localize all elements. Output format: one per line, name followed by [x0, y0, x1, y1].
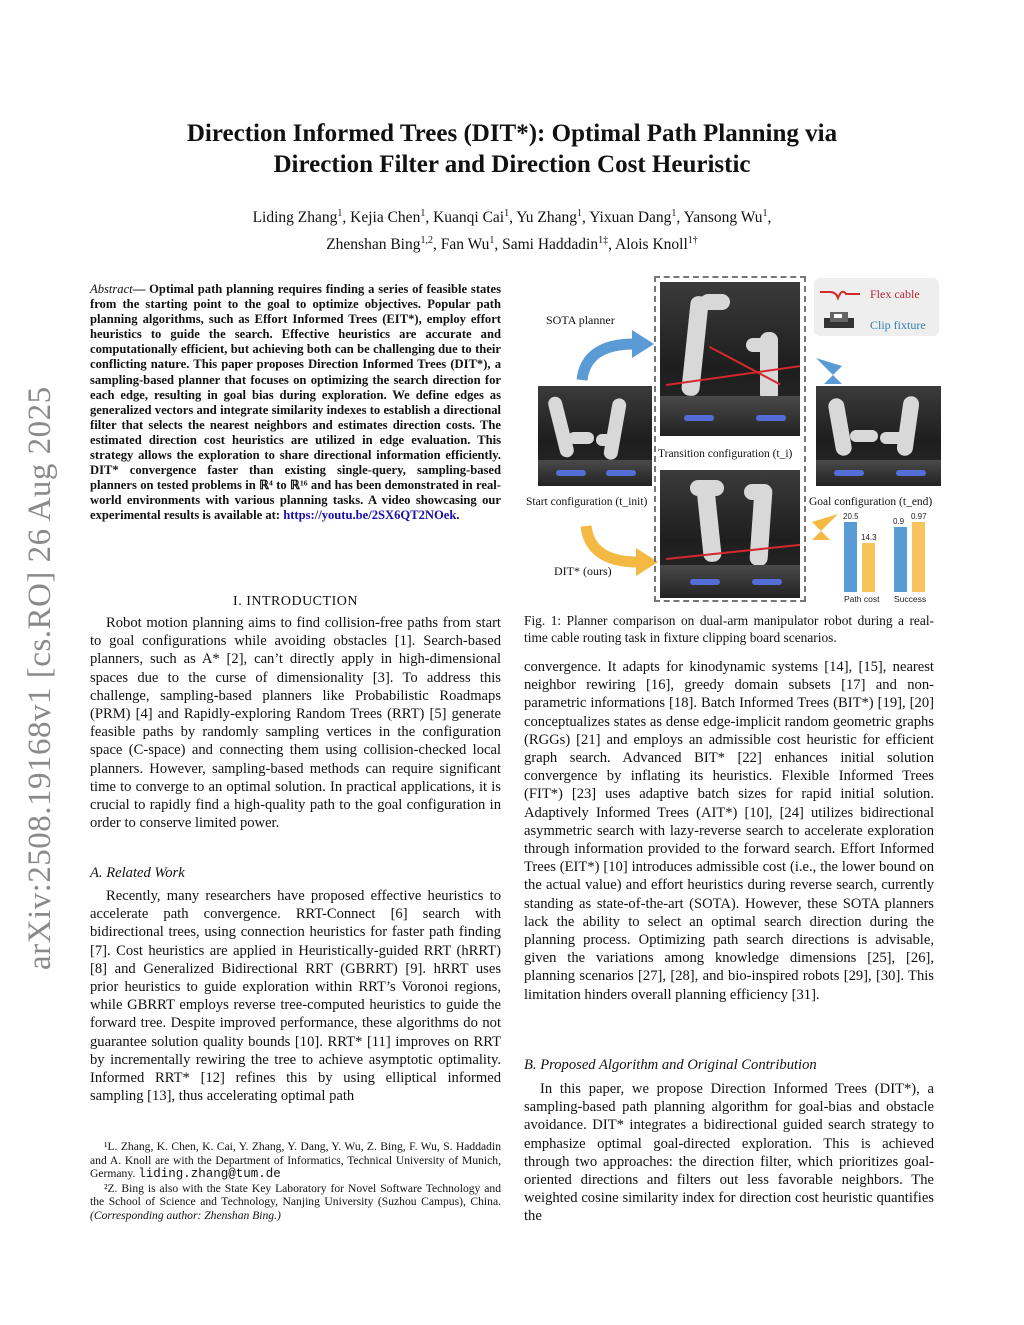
bar-value-label: 0.9: [893, 517, 905, 527]
related-work-continued: [524, 658, 934, 1004]
title-line-2: Direction Filter and Direction Cost Heuristic: [273, 151, 751, 178]
related-work-text: Recently, many researchers have proposed effective heuristics to accelerate path convergence. RRT-Connect [6] search with bidirectional trees, using connection heuristics for faster path finding [7]. Cost heuristics are applied in Heuristically-guided RRT (hRRT) [8] and Generalized Bidirectional RRT (GBRRT) [9]. hRRT uses prior heuristics to guide exploration within RRT’s Voronoi regions, while GBRRT employs reverse tree-computed heuristics to guide the forward tree. Despite improved performance, these algorithms do not guarantee solution quality bounds [10]. RRT* [11] improves on RRT by incrementally rewiring the tree to achieve asymptotic optimality. Informed RRT* [12] refines this by using elliptical informed sampling [13], thus accelerating optimal path: [90, 888, 501, 1105]
dit-transition-photo: [660, 470, 800, 598]
intro-paragraph: [90, 614, 501, 832]
footnote-2-text: ²Z. Bing is also with the State Key Laboratory for Novel Software Technology and the School of Science and Technology, Nanjing University (Suzhou Campus), China.: [90, 1181, 501, 1209]
legend-box: [814, 278, 939, 336]
author-affiliation: 1,2: [420, 235, 433, 247]
proposed-algorithm-paragraph: [524, 1080, 934, 1226]
author-name: Sami Haddadin: [502, 236, 599, 254]
sota-arrow-icon: [576, 330, 656, 386]
figure-1: [524, 272, 944, 604]
abstract-dash: —: [132, 282, 150, 296]
author-affiliation: 1: [337, 208, 343, 219]
figure-caption: Fig. 1: Planner comparison on dual-arm manipulator robot during a real-time cable routing task in fixture clipping board scenarios.: [524, 613, 934, 645]
abstract-label: Abstract: [90, 282, 133, 296]
bar-category-success: Success: [894, 594, 927, 604]
author-affiliation: 1: [577, 208, 582, 219]
section-heading-introduction: I. INTRODUCTION: [233, 594, 358, 609]
bar-category-path-cost: Path cost: [844, 594, 880, 604]
author-affiliation: 1†: [687, 235, 698, 247]
flex-cable-icon: [820, 286, 860, 302]
corresponding-author-note: (Corresponding author: Zhenshan Bing.): [90, 1208, 281, 1222]
intro-text: Robot motion planning aims to find collision-free paths from start to goal configurations while avoiding obstacles [1]. Search-based planners, such as A* [2], can’t directly apply in high-dimensional spaces due to the curse of dimensionality [3]. To address this challenge, sampling-based planners like Probabilistic Roadmaps (PRM) [4] and Rapidly-exploring Random Trees (RRT) [5] generate feasible paths by randomly sampling vertices in the configuration space (C-space) and connecting them using collision-checked local planners. However, sampling-based methods can require significant time to converge to an optimal solution. In practical applications, it is crucial to rapidly find a high-quality path to the goal configuration in order to conserve limited power.: [90, 615, 501, 832]
sota-transition-photo: [660, 282, 800, 436]
paper-title: [90, 118, 934, 180]
author-affiliation: 1: [762, 208, 768, 219]
abstract-end: .: [456, 508, 460, 523]
subsection-proposed-algorithm: B. Proposed Algorithm and Original Contribution: [524, 1057, 817, 1073]
author-line-1: Liding Zhang$^1$, Kejia Chen$^1$, Kuanqi Cai$^1$, Yu Zhang$^1$, Yixuan Dang$^1$, Yansong Wu$^1$,: [252, 208, 772, 227]
author-name: Kejia Chen: [350, 209, 421, 227]
bar-1-0: [894, 527, 907, 592]
footnote-1-text: ¹L. Zhang, K. Chen, K. Cai, Y. Zhang, Y. Dang, Y. Wu, Z. Bing, F. Wu, S. Haddadin and A. Knoll are with the Department of Informatics, Technical University of Munich, Germany.: [90, 1140, 501, 1181]
bar-0-0: [844, 522, 857, 592]
author-name: Alois Knoll: [615, 236, 688, 254]
author-list: [120, 202, 904, 256]
bar-value-label: 0.97: [911, 512, 927, 521]
author-affiliation: 1: [420, 208, 426, 219]
subsection-related-work: A. Related Work: [90, 865, 185, 881]
related-work-paragraph: [90, 887, 501, 1105]
footnotes: [90, 1140, 501, 1223]
author-name: Yixuan Dang: [589, 209, 672, 227]
author-affiliation: 1: [489, 235, 495, 247]
goal-configuration-photo: [816, 386, 941, 486]
author-name: Liding Zhang: [252, 209, 338, 227]
footnote-affiliation: [90, 1140, 501, 1182]
abstract: [90, 282, 501, 524]
author-name: Fan Wu: [440, 236, 490, 254]
goal-configuration-label: Goal configuration (t_end): [809, 496, 933, 508]
video-link[interactable]: https://youtu.be/2SX6QT2NOek: [283, 508, 457, 523]
transition-configuration-label: Transition configuration (t_i): [658, 448, 793, 460]
related-work-continued-text: convergence. It adapts for kinodynamic systems [14], [15], nearest neighbor rewiring [16], greedy domain subsets [17] and non-parametric informations [18]. Batch Informed Trees (BIT*) [19], [20] conceptualizes states as dense edge-implicit random geometric graphs (RGGs) [21] and employs an admissible cost heuristic for efficient graph search. Advanced BIT* [22] enhances initial solution convergence by inflating its heuristics. Flexible Informed Trees (FIT*) [23] uses adaptive batch sizes for rapid initial solution. Adaptively Informed Trees (AIT*) [10], [24] utilizes bidirectional asymmetric search with lazy-reverse search to accelerate exploration through information provided to the forward search. Effort Informed Trees (EIT*) [10] introduces admissible cost (i.e., the lower bound on the actual value) and effort heuristics during reverse search, currently standing as state-of-the-art (SOTA). However, these SOTA planners lack the ability to select an optimal search direction during the planning process. Optimizing path search directions is advisable, given the variations among knowledge dimensions [25], [26], planning scenarios [27], [28], and bio-inspired robots [29], [30]. This limitation hinders overall planning efficiency [31].: [524, 659, 934, 1003]
author-affiliation: 1‡: [598, 235, 609, 247]
author-affiliation: 1: [504, 208, 510, 219]
bar-value-label: 20.5: [843, 512, 859, 521]
bar-value-label: 14.3: [861, 533, 877, 543]
footnote-second-affiliation: [90, 1182, 501, 1223]
author-name: Yansong Wu: [683, 209, 763, 227]
arxiv-identifier[interactable]: arXiv:2508.19168v1 [cs.RO] 26 Aug 2025: [22, 386, 58, 970]
dit-ours-label: DIT* (ours): [554, 564, 612, 578]
author-name: Yu Zhang: [516, 209, 577, 227]
author-affiliation: 1: [671, 208, 677, 219]
bar-1-1: [912, 522, 925, 592]
title-line-1: Direction Informed Trees (DIT*): Optimal Path Planning via: [186, 120, 838, 147]
abstract-text: Optimal path planning requires finding a series of feasible states from the starting point to the goal to optimize objectives. Popular path planning algorithms, such as Effort Informed Trees (EIT*), employ effort heuristics to guide the search. Effective heuristics are accurate and computationally efficient, but achieving both can be challenging due to their conflicting nature. This paper proposes Direction Informed Trees (DIT*), a sampling-based planner that focuses on optimizing the search direction for each edge, resulting in goal bias during exploration. We define edges as generalized vectors and integrate similarity indexes to establish a directional filter that selects the nearest neighbors and estimates direction costs. The estimated direction cost heuristics are utilized in edge evaluation. This strategy allows the exploration to share directional information efficiently. DIT* convergence faster than existing single-query, sampling-based planners on tested problems in ℝ⁴ to ℝ¹⁶ and has been demonstrated in real-world environments with various planning tasks. A video showcasing our experimental results is available at:: [90, 282, 501, 523]
author-name: Kuanqi Cai: [433, 209, 505, 227]
start-configuration-photo: [538, 386, 652, 486]
author-email[interactable]: liding.zhang@tum.de: [138, 1167, 281, 1182]
bar-chart: [842, 507, 942, 592]
bar-0-1: [862, 543, 875, 592]
planner-comparison-box: [654, 276, 806, 602]
start-configuration-label: Start configuration (t_init): [526, 496, 648, 508]
goal-arrow-icon: [814, 356, 844, 386]
author-line-2: Zhenshan Bing$^{1,2}$, Fan Wu$^1$, Sami Haddadin$^{1\ddagger}$, Alois Knoll$^{1\dagger}$: [326, 235, 698, 254]
author-name: Zhenshan Bing: [326, 236, 421, 254]
chart-arrow-icon: [810, 512, 840, 542]
legend-flex-cable: Flex cable: [870, 287, 920, 301]
legend-clip-fixture: Clip fixture: [870, 318, 926, 332]
clip-fixture-icon: [822, 310, 858, 332]
proposed-algorithm-text: In this paper, we propose Direction Informed Trees (DIT*), a sampling-based path planning algorithm for goal-bias and obstacle avoidance. DIT* integrates a bidirectional guided search strategy to emphasize optimal goal-directed exploration. This is achieved through two approaches: the direction filter, which prioritizes goal-oriented directions and filters out less favorable neighbors. The weighted cosine similarity index for direction cost heuristic quantifies the: [524, 1081, 934, 1225]
sota-planner-label: SOTA planner: [546, 313, 615, 327]
